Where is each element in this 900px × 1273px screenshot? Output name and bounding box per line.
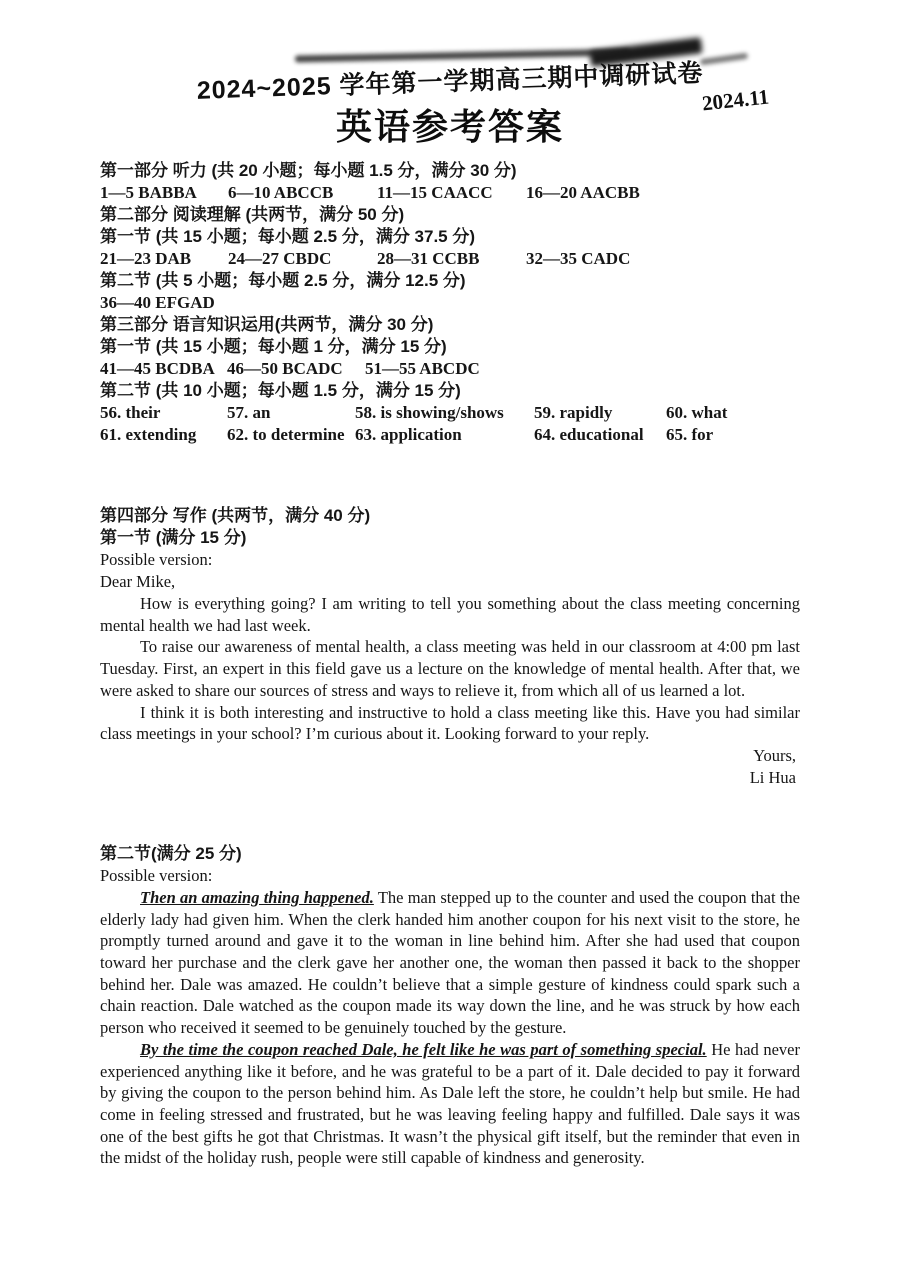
answer-cell: 28—31 CCBB	[377, 249, 480, 268]
given-opening-sentence: By the time the coupon reached Dale, he felt like he was part of something special.	[140, 1039, 707, 1059]
answer-cell: 61. extending	[100, 425, 197, 444]
gap-fill-answers-row-2	[100, 424, 800, 446]
answer-cell: 65. for	[666, 425, 714, 444]
answer-cell: 64. educational	[534, 425, 644, 444]
language-use-section1-answers-row	[100, 358, 800, 380]
gap-fill-answers-row-1	[100, 402, 800, 424]
reading-section2-answers-row	[100, 292, 800, 314]
reading-section1-answers-row	[100, 248, 800, 270]
given-opening-sentence: Then an amazing thing happened.	[140, 887, 374, 907]
answer-cell: 56. their	[100, 403, 161, 422]
answer-cell: 21—23 DAB	[100, 249, 192, 268]
possible-version-label: Possible version:	[100, 550, 213, 569]
part3-heading: 第三部分 语言知识运用(共两节，满分 30 分)	[100, 315, 434, 334]
letter-signature: Li Hua	[749, 767, 796, 787]
paragraph-text: He had never experienced anything like it before, and he was grateful to be a part of it. Dale decided to pay it forward by giving the coupon to the person behind him. As Dale left the store, he couldn’t help but smile. He had come in feeling stressed and frustrated, but he was leaving feeling happy and fulfilled. Dale says it was one of the best gifts he got that Christmas. It wasn’t the physical gift itself, but the reminder that even in the midst of the holiday rush, people were still capable of kindness and generosity.	[100, 1039, 800, 1168]
exam-title: 2024~2025 学年第一学期高三期中调研试卷	[196, 59, 704, 105]
letter-salutation: Dear Mike,	[100, 572, 176, 591]
part2-heading: 第二部分 阅读理解 (共两节，满分 50 分)	[100, 205, 405, 224]
answer-cell: 36—40 EFGAD	[100, 293, 215, 312]
writing-section1-sample	[100, 549, 800, 789]
answer-cell: 63. application	[355, 425, 462, 444]
continuation-paragraph-2	[100, 1039, 800, 1169]
listening-answers-row	[100, 182, 800, 204]
answer-cell: 1—5 BABBA	[100, 183, 197, 202]
writing-section2-sample	[100, 865, 800, 1169]
answer-cell: 6—10 ABCCB	[228, 183, 334, 202]
answer-key-body	[100, 160, 800, 1169]
part2-section1-heading: 第一节 (共 15 小题；每小题 2.5 分，满分 37.5 分)	[100, 227, 476, 246]
writing-section2-heading: 第二节(满分 25 分)	[100, 843, 242, 863]
paragraph-text: The man stepped up to the counter and used the coupon that the elderly lady had given him. When the clerk handed him another coupon for his next visit to the store, he promptly turned around and gave it to the woman in line behind him. After she had used that coupon toward her purchase and the clerk gave her another one, the woman then passed it back to the shopper behind her. Dale was amazed. He couldn’t believe that a simple gesture of kindness could spark such a chain reaction. Dale watched as the coupon made its way down the line, and he was struck by how each person who received it seemed to be genuinely touched by the gesture.	[100, 887, 800, 1038]
answer-cell: 46—50 BCADC	[227, 359, 343, 378]
answer-cell: 51—55 ABCDC	[365, 359, 480, 378]
answer-cell: 11—15 CAACC	[377, 183, 493, 202]
continuation-paragraph-1	[100, 887, 800, 1039]
writing-section1-heading: 第一节 (满分 15 分)	[100, 528, 247, 547]
answer-cell: 24—27 CBDC	[228, 249, 332, 268]
exam-date: 2024.11	[700, 84, 771, 116]
answer-cell: 41—45 BCDBA	[100, 359, 215, 378]
part3-section1-heading: 第一节 (共 15 小题；每小题 1 分，满分 15 分)	[100, 337, 447, 356]
letter-paragraph-1: How is everything going? I am writing to tell you something about the class meeting concerning mental health we had last week.	[100, 594, 800, 635]
answer-cell: 32—35 CADC	[526, 249, 631, 268]
part3-section2-heading: 第二节 (共 10 小题；每小题 1.5 分，满分 15 分)	[100, 381, 461, 400]
part1-heading: 第一部分 听力 (共 20 小题；每小题 1.5 分，满分 30 分)	[100, 161, 517, 180]
answer-cell: 57. an	[227, 403, 271, 422]
answer-key-title: 英语参考答案	[335, 106, 564, 147]
possible-version-label: Possible version:	[100, 865, 213, 885]
letter-closing: Yours,	[753, 745, 796, 765]
part4-heading: 第四部分 写作 (共两节，满分 40 分)	[100, 506, 371, 525]
answer-cell: 62. to determine	[227, 425, 345, 444]
answer-cell: 60. what	[666, 403, 728, 422]
letter-paragraph-2: To raise our awareness of mental health, a class meeting was held in our classroom at 4:00 pm last Tuesday. First, an expert in this field gave us a lecture on the knowledge of mental health. After that, we were asked to share our sources of stress and ways to relieve it, from which all of us learned a lot.	[100, 637, 800, 700]
answer-cell: 59. rapidly	[534, 403, 613, 422]
part2-section2-heading: 第二节 (共 5 小题；每小题 2.5 分，满分 12.5 分)	[100, 271, 466, 290]
answer-cell: 58. is showing/shows	[355, 403, 504, 422]
answer-cell: 16—20 AACBB	[526, 183, 640, 202]
letter-paragraph-3: I think it is both interesting and instructive to hold a class meeting like this. Have you had similar class meetings in your school? I’m curious about it. Looking forward to your reply.	[100, 702, 800, 744]
